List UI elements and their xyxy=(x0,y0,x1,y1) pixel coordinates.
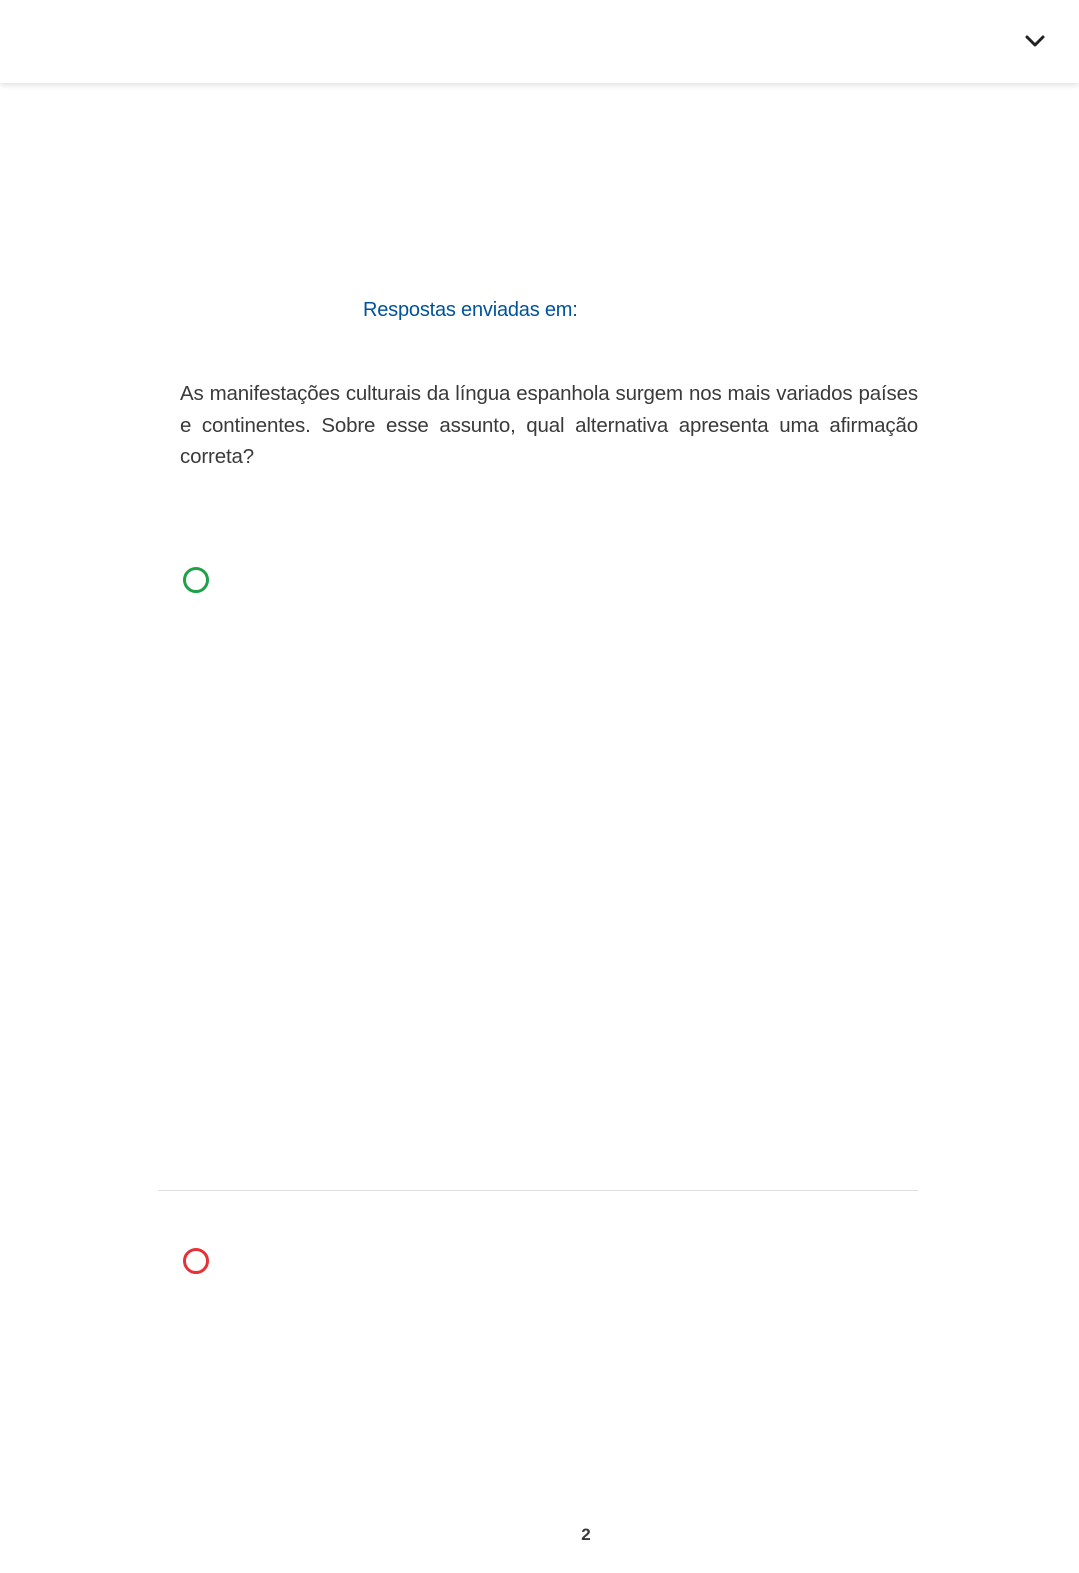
question-text: As manifestações culturais da língua espanhola surgem nos mais variados países e continentes. Sobre esse assunto, qual alternativa apresenta uma afirmação correta? xyxy=(180,382,918,468)
chevron-down-icon xyxy=(1024,34,1046,48)
submitted-at-label: Respostas enviadas em: xyxy=(363,299,578,321)
option-divider xyxy=(158,1190,918,1191)
expand-toggle-button[interactable] xyxy=(1018,26,1052,56)
top-bar xyxy=(0,0,1079,83)
page-number: 2 xyxy=(581,1525,591,1544)
option-radio-correct[interactable] xyxy=(183,567,209,593)
option-radio-incorrect[interactable] xyxy=(183,1248,209,1274)
